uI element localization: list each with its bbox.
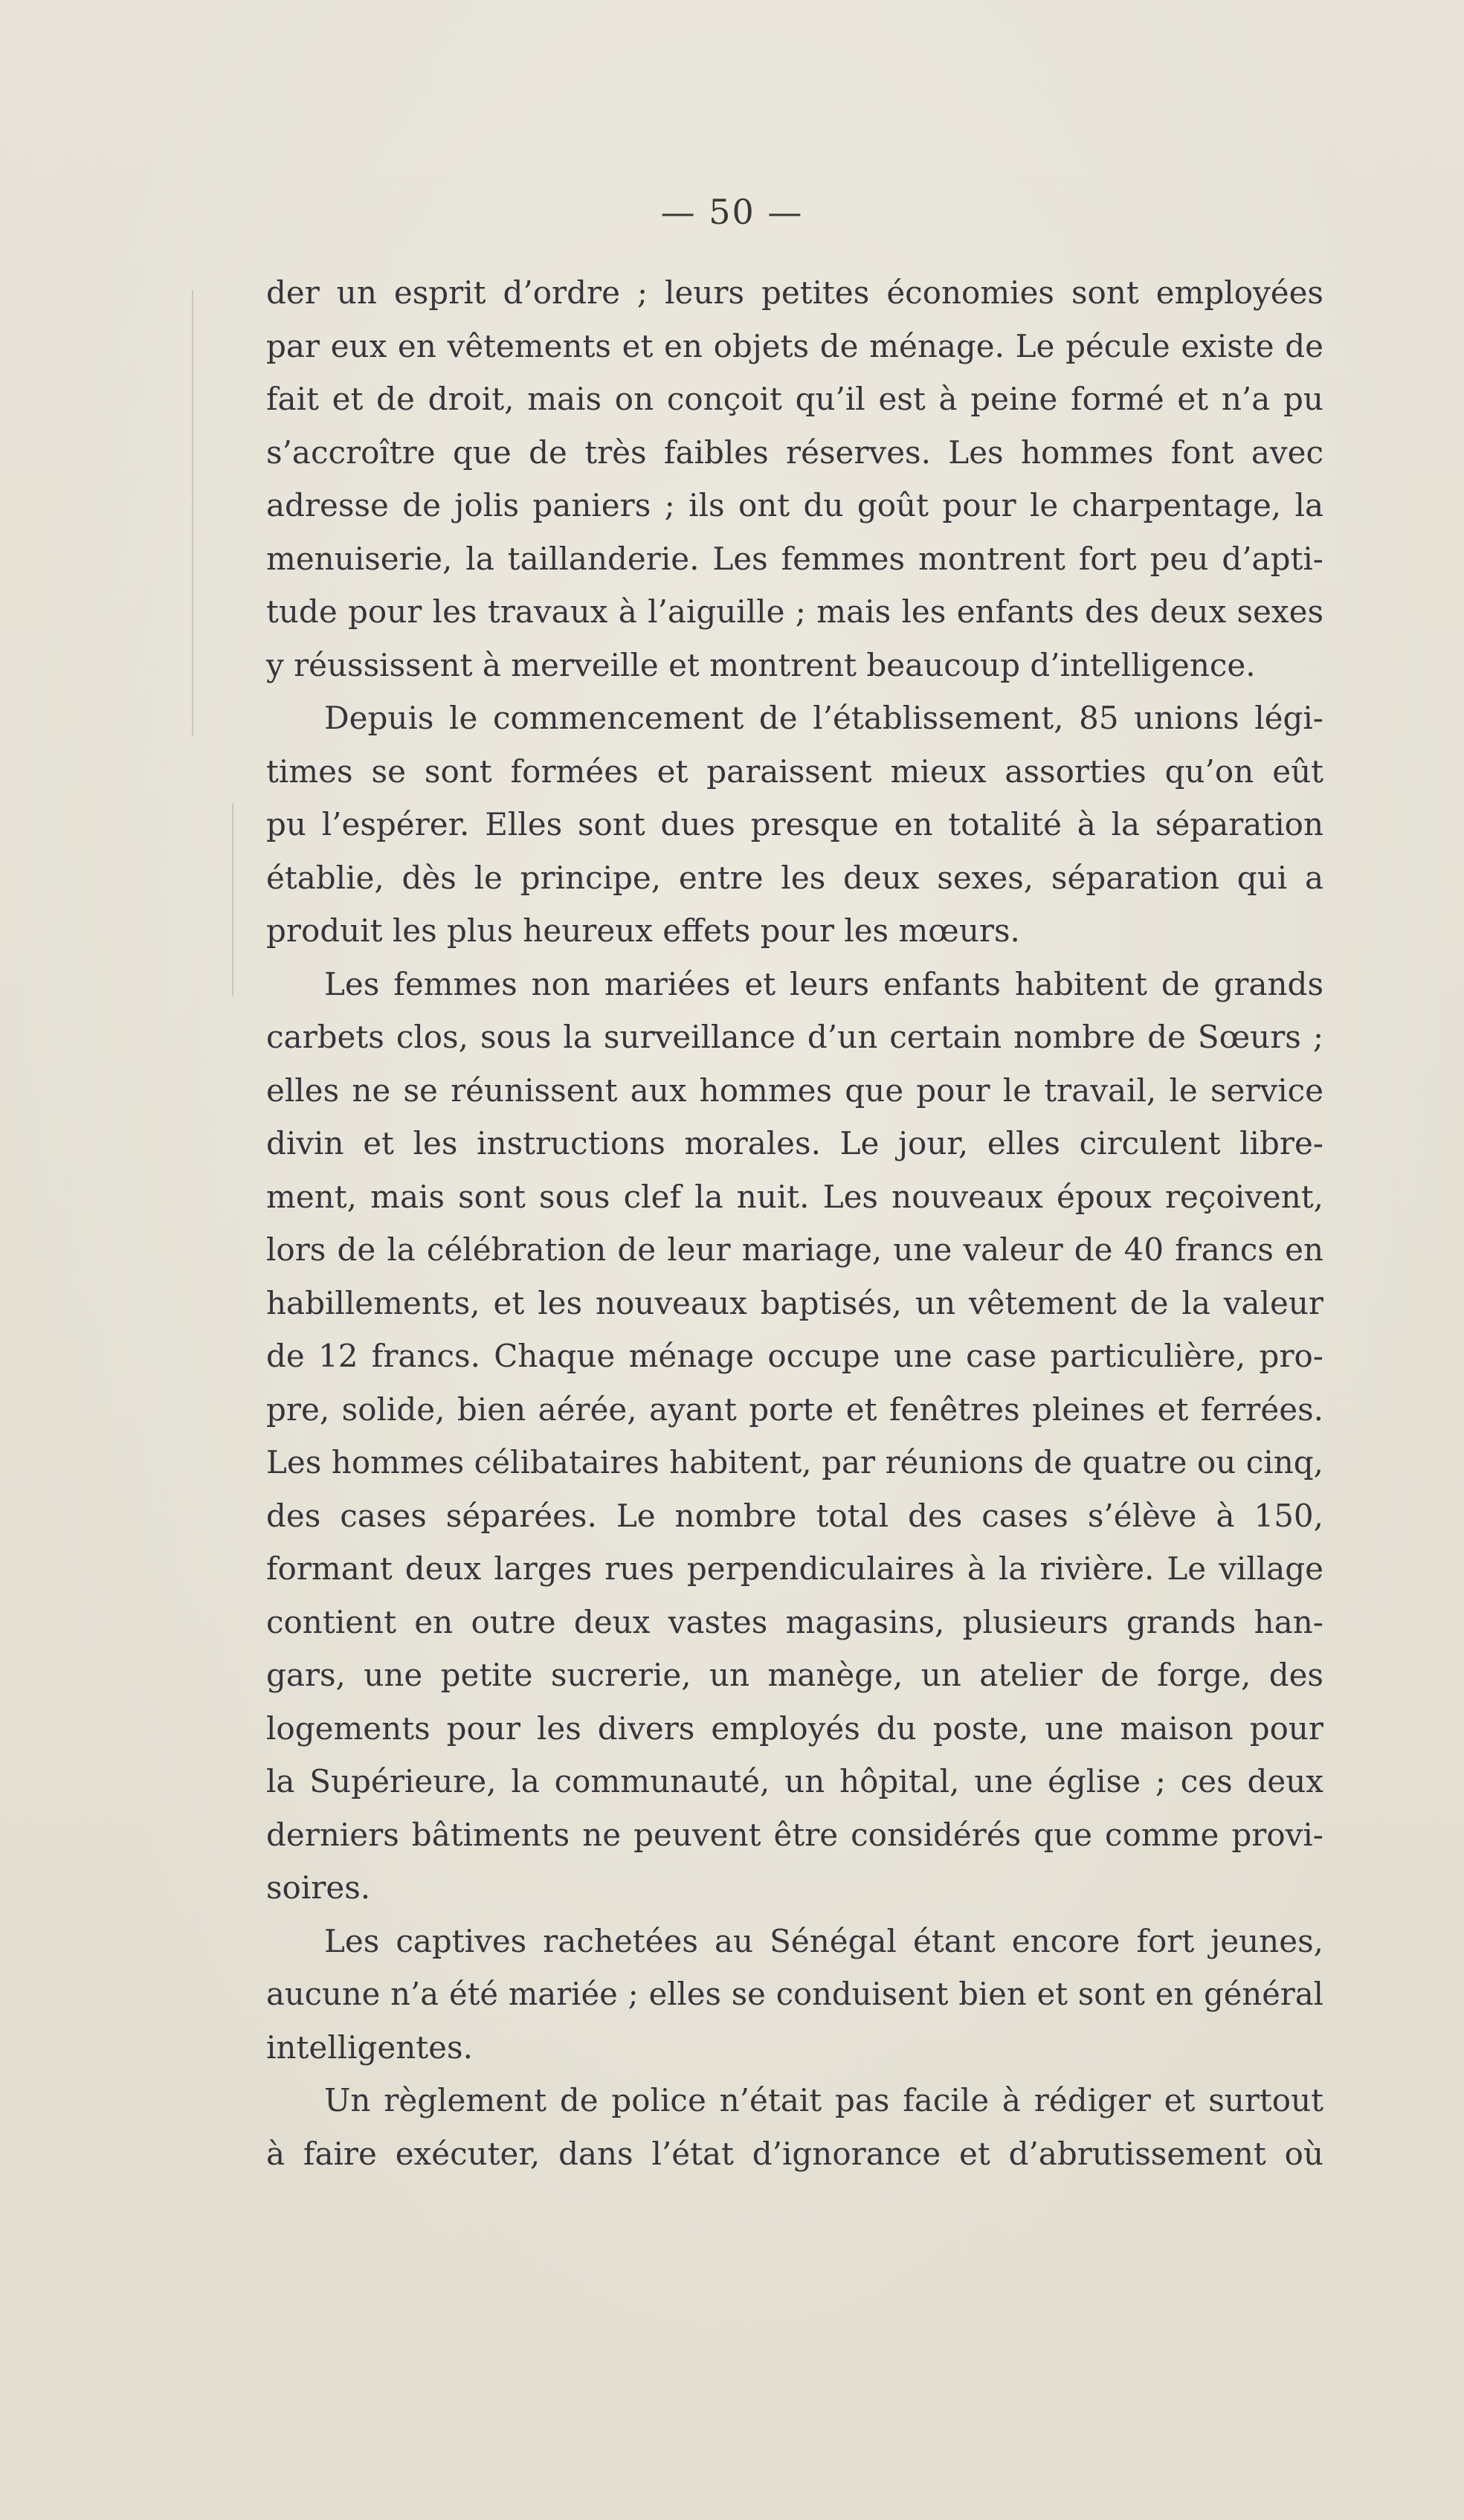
text-line: contient en outre deux vastes magasins, plusieurs grands han- — [266, 1603, 1323, 1640]
text-line: menuiserie, la taillanderie. Les femmes montrent fort peu d’apti- — [266, 540, 1323, 577]
text-line: y réussissent à merveille et montrent beaucoup d’intelligence. — [266, 646, 1256, 683]
text-line: pu l’espérer. Elles sont dues presque en totalité à la séparation — [266, 806, 1323, 842]
text-line: carbets clos, sous la surveillance d’un certain nombre de Sœurs ; — [266, 1019, 1323, 1055]
text-line: Les femmes non mariées et leurs enfants habitent de grands — [324, 965, 1323, 1002]
page-number: — 50 — — [660, 192, 804, 232]
text-line: de 12 francs. Chaque ménage occupe une case particulière, pro- — [266, 1338, 1323, 1374]
text-line: des cases séparées. Le nombre total des cases s’élève à 150, — [266, 1497, 1323, 1534]
text-line: formant deux larges rues perpendiculaires à la rivière. Le village — [266, 1550, 1323, 1587]
text-line: soires. — [266, 1869, 371, 1906]
text-line: logements pour les divers employés du poste, une maison pour — [266, 1709, 1323, 1747]
text-line: lors de la célébration de leur mariage, une valeur de 40 francs en — [266, 1231, 1323, 1268]
text-line: adresse de jolis paniers ; ils ont du goût pour le charpentage, la — [266, 487, 1323, 523]
text-line: ment, mais sont sous clef la nuit. Les nouveaux époux reçoivent, — [266, 1178, 1323, 1215]
text-line: par eux en vêtements et en objets de ménage. Le pécule existe de — [266, 327, 1323, 364]
text-line: gars, une petite sucrerie, un manège, un atelier de forge, des — [266, 1657, 1323, 1693]
text-line: times se sont formées et paraissent mieux assorties qu’on eût — [266, 753, 1323, 790]
body-text — [266, 266, 1323, 2180]
text-line: derniers bâtiments ne peuvent être considérés que comme provi- — [266, 1816, 1323, 1853]
text-line: intelligentes. — [266, 2028, 473, 2066]
text-line: Un règlement de police n’était pas facile à rédiger et surtout — [324, 2082, 1323, 2118]
text-line: fait et de droit, mais on conçoit qu’il est à peine formé et n’a pu — [266, 381, 1323, 417]
text-line: produit les plus heureux effets pour les mœurs. — [266, 912, 1020, 949]
margin-mark — [192, 290, 193, 736]
text-line: la Supérieure, la communauté, un hôpital, une église ; ces deux — [266, 1763, 1323, 1799]
text-line: der un esprit d’ordre ; leurs petites économies sont employées — [266, 274, 1323, 311]
text-line: à faire exécuter, dans l’état d’ignorance et d’abrutissement où — [266, 2135, 1323, 2172]
text-line: Les hommes célibataires habitent, par réunions de quatre ou cinq, — [266, 1444, 1323, 1480]
text-line: s’accroître que de très faibles réserves. Les hommes font avec — [266, 434, 1323, 471]
text-line: Depuis le commencement de l’établissement, 85 unions légi- — [324, 700, 1323, 736]
text-line: pre, solide, bien aérée, ayant porte et fenêtres pleines et ferrées. — [266, 1390, 1323, 1428]
text-line: aucune n’a été mariée ; elles se conduisent bien et sont en général — [266, 1976, 1323, 2012]
text-line: divin et les instructions morales. Le jour, elles circulent libre- — [266, 1125, 1323, 1161]
margin-mark — [232, 803, 233, 996]
text-line: habillements, et les nouveaux baptisés, un vêtement de la valeur — [266, 1284, 1323, 1321]
text-line: elles ne se réunissent aux hommes que pour le travail, le service — [266, 1072, 1323, 1109]
text-line: tude pour les travaux à l’aiguille ; mais les enfants des deux sexes — [266, 593, 1323, 630]
text-line: établie, dès le principe, entre les deux sexes, séparation qui a — [266, 859, 1323, 896]
text-line: Les captives rachetées au Sénégal étant encore fort jeunes, — [324, 1922, 1323, 1959]
